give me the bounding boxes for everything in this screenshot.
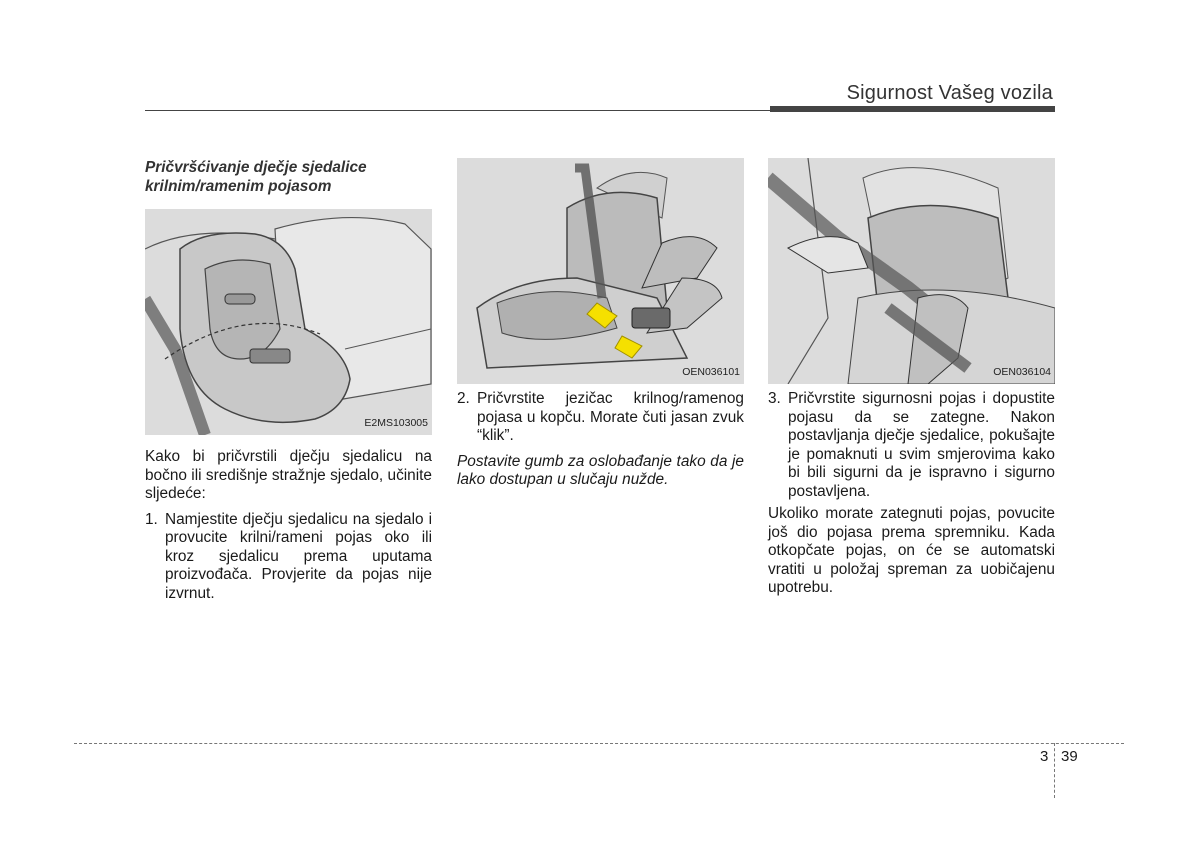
step-number: 1. [145, 510, 158, 528]
step-text: Pričvrstite sigurnosni pojas i dopustite pojasu da se zategne. Nakon postavljanja dječje sjedalice, pokušajte je pomaknuti u svim smjerovima kako bi bili sigurni da je ispravno i sigurno postavljena. [788, 390, 1055, 500]
step-2 [457, 390, 744, 446]
left-column [145, 158, 432, 603]
figure-code: OEN036101 [682, 365, 740, 378]
right-column [768, 158, 1055, 598]
step-number: 3. [768, 390, 781, 407]
figure-code: E2MS103005 [364, 416, 428, 429]
step-number: 2. [457, 390, 470, 407]
header-rule-thick [770, 106, 1055, 112]
footer-vertical-rule [1054, 743, 1055, 798]
tightening-paragraph: Ukoliko morate zategnuti pojas, povucite još dio pojasa prema spremniku. Kada otkopčate pojas, on će se automatski vratiti u položaj spreman za uobičajenu upotrebu. [768, 505, 1055, 596]
buckle-illustration [457, 158, 744, 384]
tension-illustration [768, 158, 1055, 384]
chapter-number: 3 [1040, 748, 1049, 765]
child-seat-drawing [145, 209, 432, 435]
step-1 [145, 511, 432, 604]
step-text: Namjestite dječju sjedalicu na sjedalo i provucite krilni/rameni pojas oko ili kroz sjedalicu prema uputama proizvođača. Provjerite da pojas nije izvrnut. [165, 510, 432, 602]
middle-column [457, 158, 744, 490]
figure-code: OEN036104 [993, 365, 1051, 378]
page-number: 39 [1061, 748, 1078, 765]
page-header-title: Sigurnost Vašeg vozila [846, 82, 1053, 104]
note-paragraph: Postavite gumb za oslobađanje tako da je lako dostupan u slučaju nužde. [457, 452, 744, 488]
child-seat-illustration [145, 209, 432, 435]
buckle-drawing [457, 158, 744, 384]
section-heading: Pričvršćivanje dječje sjedalice krilnim/ramenim pojasom [145, 159, 367, 195]
footer-rule [74, 743, 1124, 744]
tension-drawing [768, 158, 1055, 384]
step-text: Pričvrstite jezičac krilnog/ramenog pojasa u kopču. Morate čuti jasan zvuk “klik”. [477, 390, 744, 444]
header-rule-thin [145, 110, 770, 111]
intro-paragraph: Kako bi pričvrstili dječju sjedalicu na bočno ili središnje stražnje sjedalo, učinite sljedeće: [145, 448, 432, 502]
step-3 [768, 390, 1055, 501]
